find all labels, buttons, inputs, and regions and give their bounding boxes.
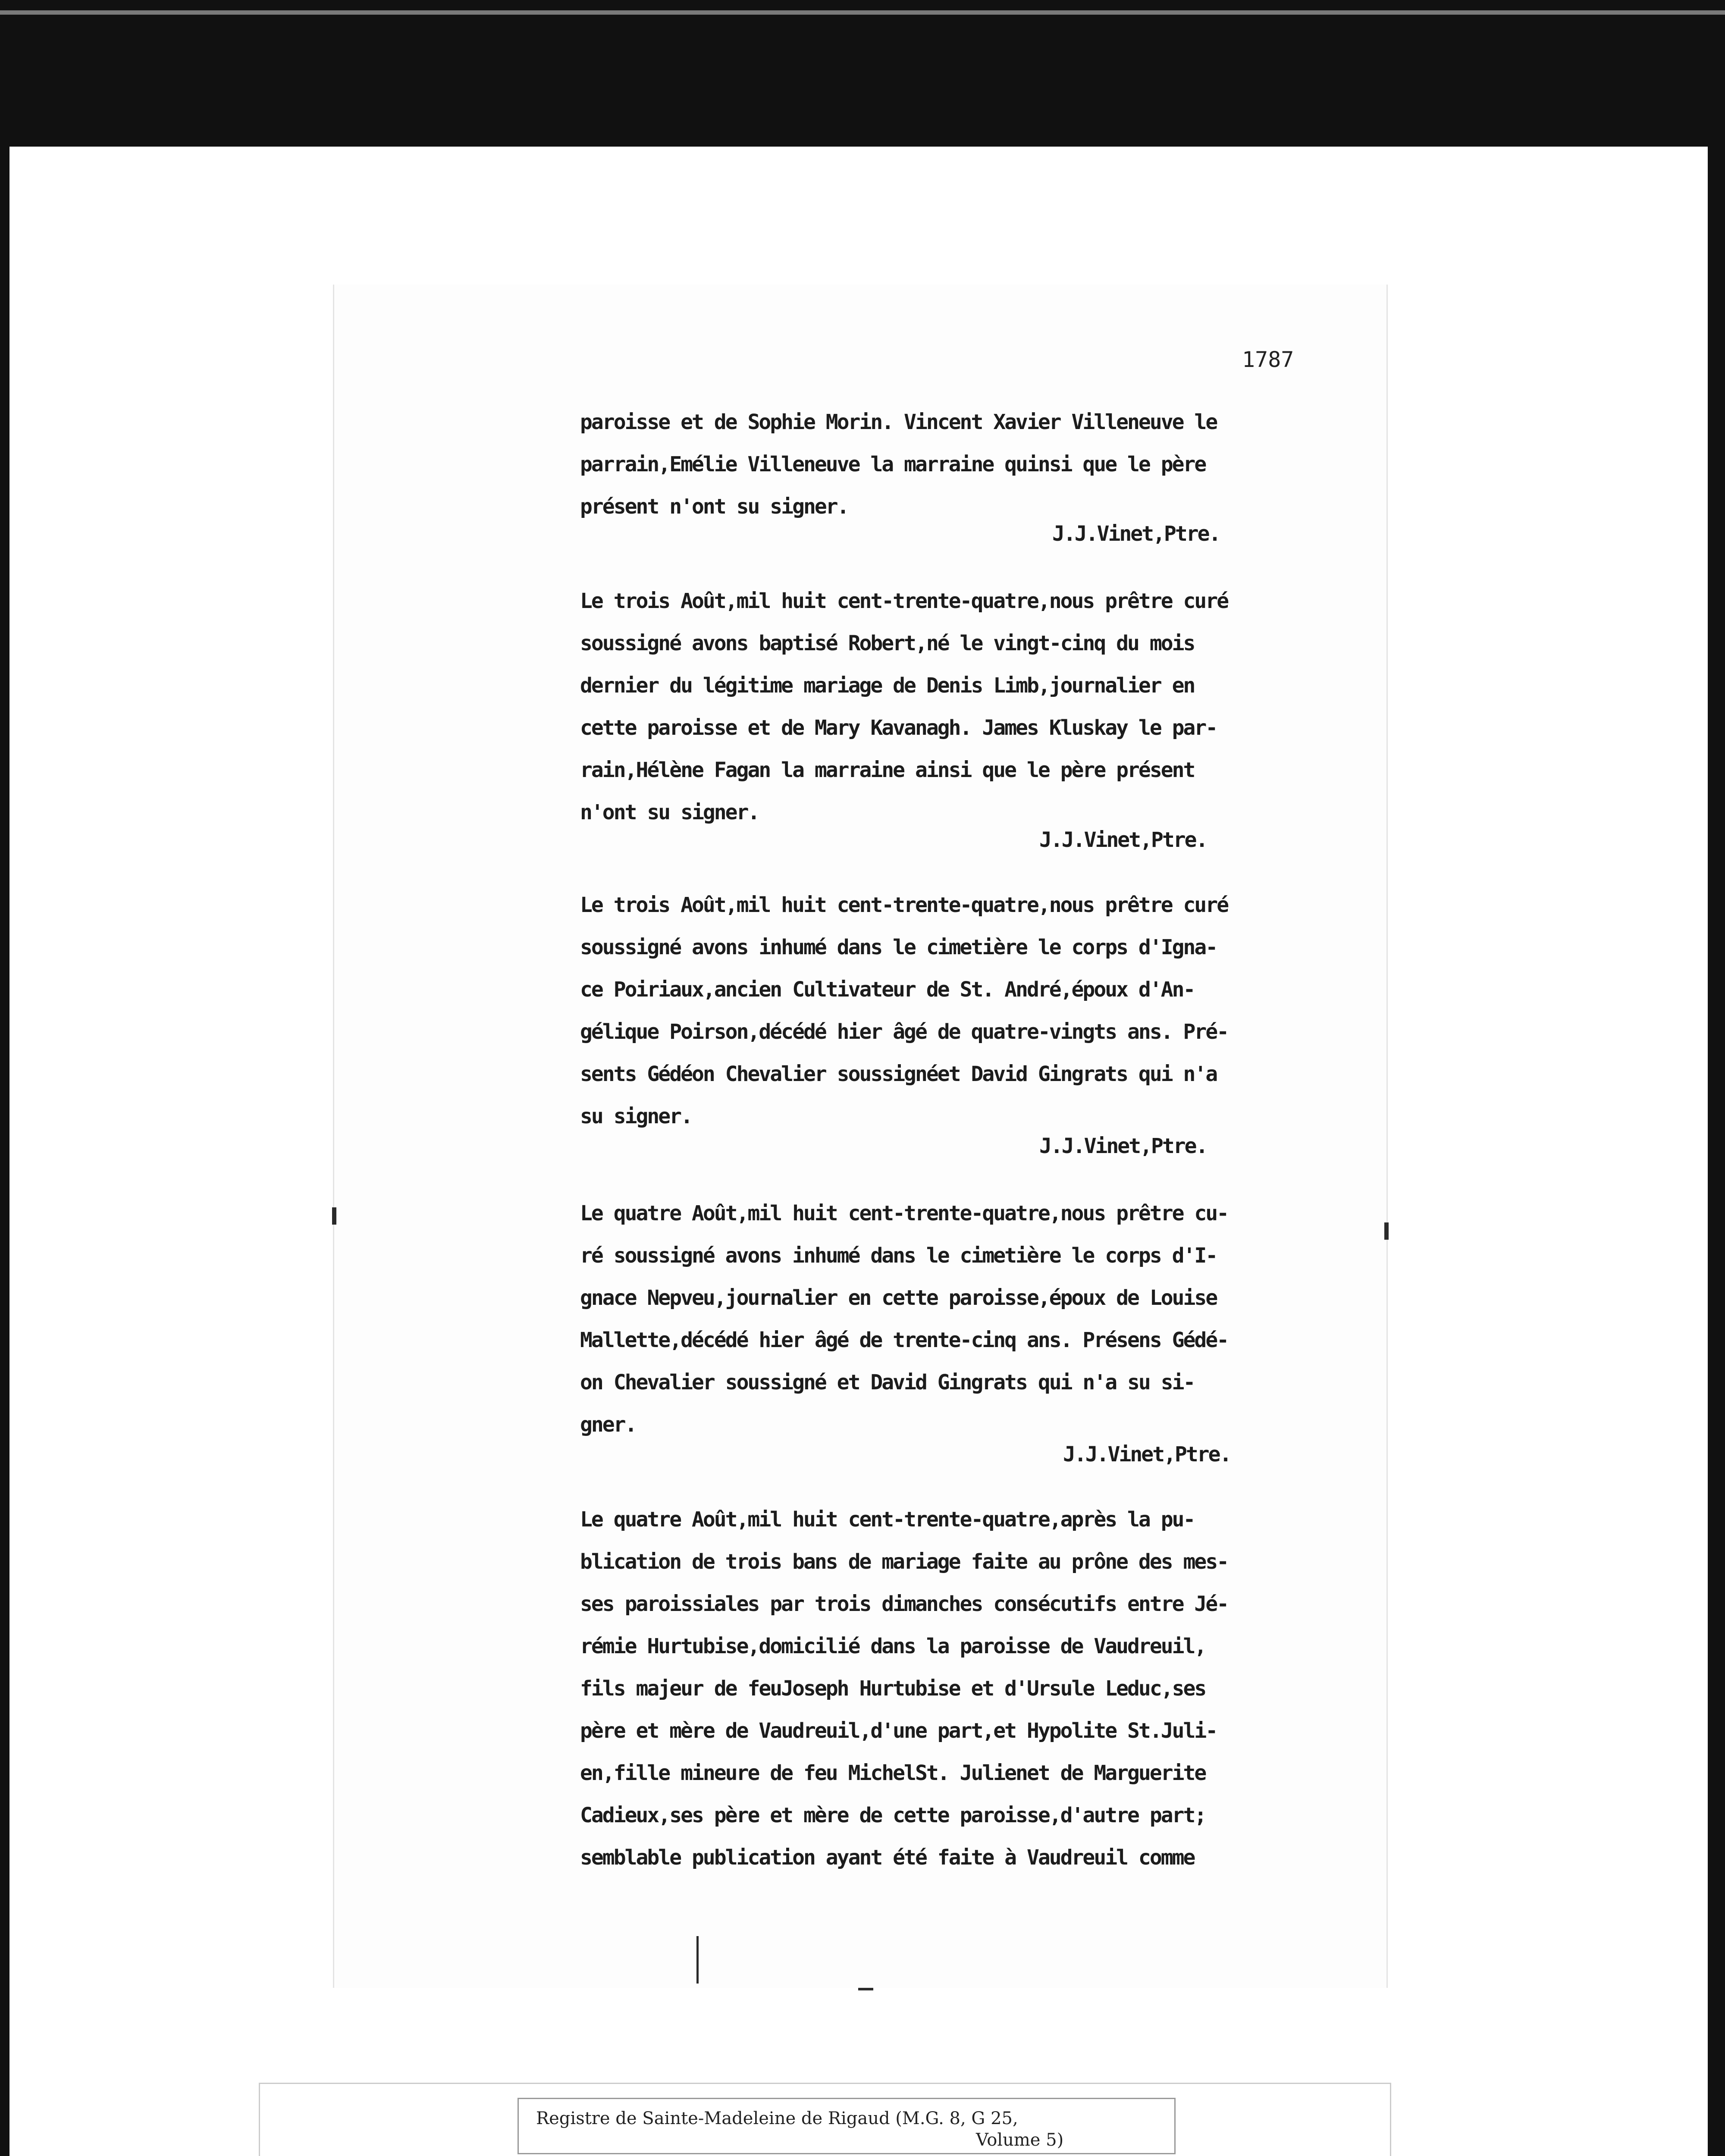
entry-line: ré soussigné avons inhumé dans le cimetière le corps d'I-	[580, 1244, 1217, 1268]
reference-line: Registre de Sainte-Madeleine de Rigaud (M.G. 8, G 25,	[536, 2109, 1018, 2128]
entry-line: rain,Hélène Fagan la marraine ainsi que le père présent	[580, 758, 1195, 782]
scan-mark	[332, 1207, 336, 1225]
entry-line: soussigné avons inhumé dans le cimetière le corps d'Igna-	[580, 935, 1217, 959]
entry-line: parrain,Emélie Villeneuve la marraine quinsi que le père	[580, 452, 1206, 476]
reference-line: Volume 5)	[976, 2130, 1064, 2150]
entry-line: ses paroissiales par trois dimanches consécutifs entre Jé-	[580, 1592, 1228, 1616]
film-edge-line	[0, 10, 1725, 15]
reference-slip	[518, 2098, 1176, 2154]
film-left-border	[0, 147, 9, 2156]
entry-line: semblable publication ayant été faite à Vaudreuil comme	[580, 1846, 1195, 1870]
entry-line: en,fille mineure de feu MichelSt. Julienet de Marguerite	[580, 1761, 1206, 1785]
priest-signature: J.J.Vinet,Ptre.	[1052, 522, 1220, 546]
register-entry	[580, 1498, 1339, 1879]
entry-line: sents Gédéon Chevalier soussignéet David Gingrats qui n'a	[580, 1062, 1217, 1086]
register-entry	[580, 1192, 1339, 1446]
entry-line: rémie Hurtubise,domicilié dans la paroisse de Vaudreuil,	[580, 1634, 1206, 1658]
scan-mark	[1384, 1222, 1389, 1240]
entry-line: Le quatre Août,mil huit cent-trente-quatre,nous prêtre cu-	[580, 1201, 1228, 1225]
entry-line: on Chevalier soussigné et David Gingrats qui n'a su si-	[580, 1370, 1195, 1395]
scan-mark	[858, 1988, 873, 1990]
entry-line: blication de trois bans de mariage faite au prône des mes-	[580, 1550, 1228, 1574]
entry-line: soussigné avons baptisé Robert,né le vingt-cinq du mois	[580, 631, 1195, 655]
entry-line: paroisse et de Sophie Morin. Vincent Xavier Villeneuve le	[580, 410, 1217, 434]
scan-mark	[696, 1936, 699, 1984]
register-entry	[580, 401, 1339, 528]
entry-line: père et mère de Vaudreuil,d'une part,et Hypolite St.Juli-	[580, 1719, 1217, 1743]
entry-line: Le trois Août,mil huit cent-trente-quatre,nous prêtre curé	[580, 893, 1228, 917]
entry-line: gnace Nepveu,journalier en cette paroisse,époux de Louise	[580, 1286, 1217, 1310]
entry-line: Le quatre Août,mil huit cent-trente-quatre,après la pu-	[580, 1507, 1195, 1532]
entry-line: ce Poiriaux,ancien Cultivateur de St. André,époux d'An-	[580, 978, 1195, 1002]
page-number: 1787	[1242, 347, 1294, 372]
priest-signature: J.J.Vinet,Ptre.	[1039, 1134, 1207, 1158]
entry-line: Mallette,décédé hier âgé de trente-cinq ans. Présens Gédé-	[580, 1328, 1228, 1352]
entry-line: cette paroisse et de Mary Kavanagh. James Kluskay le par-	[580, 716, 1217, 740]
entry-line: Cadieux,ses père et mère de cette paroisse,d'autre part;	[580, 1803, 1206, 1827]
entry-line: fils majeur de feuJoseph Hurtubise et d'Ursule Leduc,ses	[580, 1677, 1206, 1701]
film-right-border	[1708, 147, 1725, 2156]
priest-signature: J.J.Vinet,Ptre.	[1039, 828, 1207, 852]
entry-line: présent n'ont su signer.	[580, 495, 848, 519]
register-entry	[580, 580, 1339, 834]
entry-line: Le trois Août,mil huit cent-trente-quatre,nous prêtre curé	[580, 589, 1228, 613]
entry-line: gner.	[580, 1413, 636, 1437]
entry-line: gélique Poirson,décédé hier âgé de quatre-vingts ans. Pré-	[580, 1020, 1228, 1044]
entry-line: su signer.	[580, 1104, 692, 1128]
film-top-border	[0, 0, 1725, 147]
entry-line: n'ont su signer.	[580, 800, 759, 824]
register-entry	[580, 884, 1339, 1138]
entry-line: dernier du légitime mariage de Denis Limb,journalier en	[580, 674, 1195, 698]
priest-signature: J.J.Vinet,Ptre.	[1063, 1442, 1231, 1467]
